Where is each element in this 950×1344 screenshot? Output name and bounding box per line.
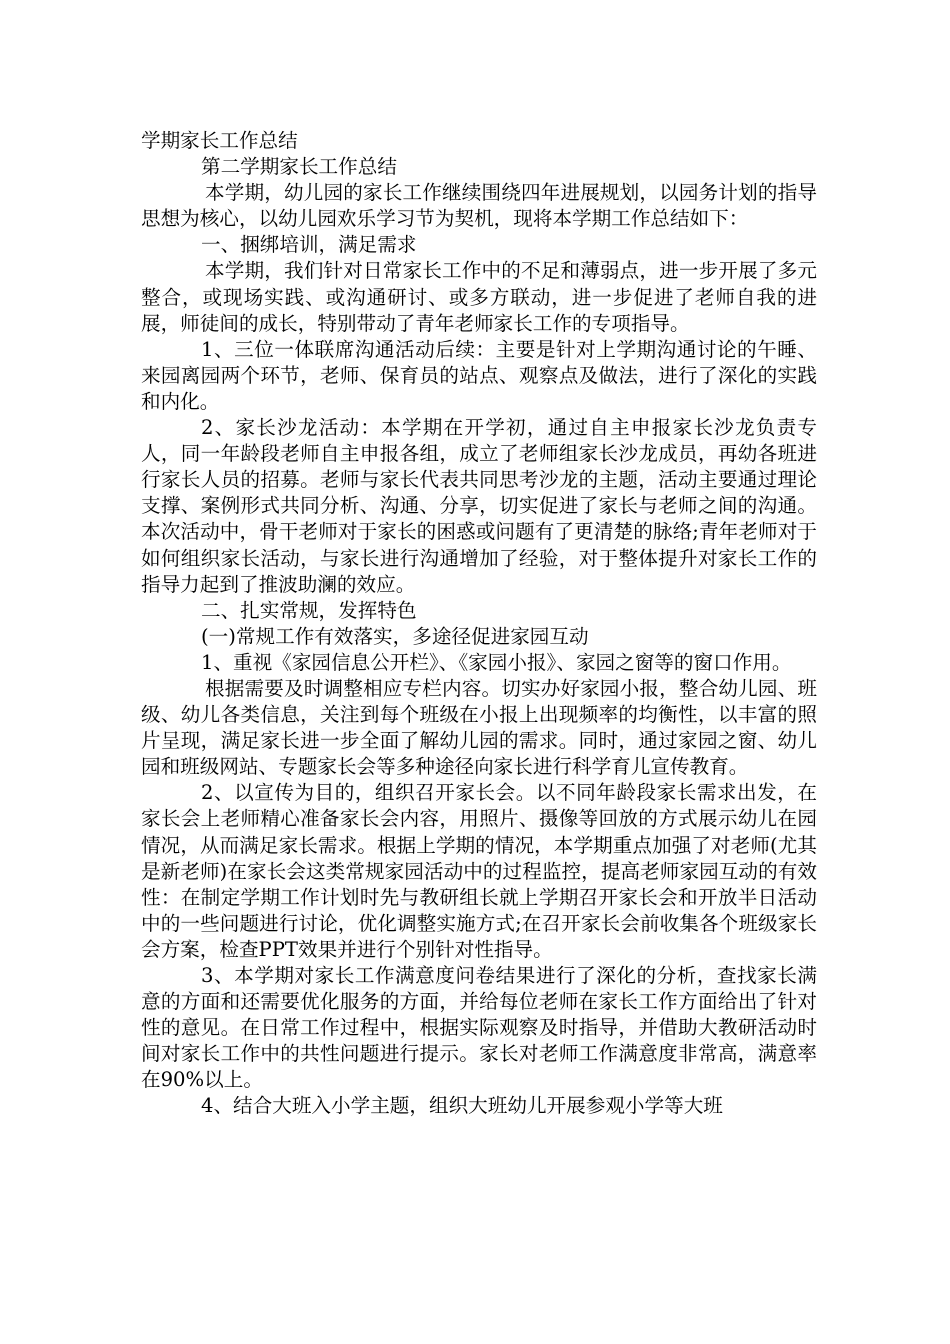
list-item-paragraph: 1、重视《家园信息公开栏》、《家园小报》、家园之窗等的窗口作用。 bbox=[201, 650, 792, 674]
list-item-paragraph: 4、结合大班入小学主题，组织大班幼儿开展参观小学等大班 bbox=[201, 1094, 723, 1118]
body-paragraph: 本学期，我们针对日常家长工作中的不足和薄弱点，进一步开展了多元整合，或现场实践、或沟通研讨、或多方联动，进一步促进了老师自我的进展，师徒间的成长，特别带动了青年老师家长工作的专项指导。 bbox=[141, 259, 817, 335]
document-subtitle: 第二学期家长工作总结 bbox=[201, 155, 397, 179]
section-heading-2: 二、扎实常规，发挥特色 bbox=[201, 598, 417, 622]
list-item-paragraph: 3、本学期对家长工作满意度问卷结果进行了深化的分析，查找家长满意的方面和还需要优化服务的方面，并给每位老师在家长工作方面给出了针对性的意见。在日常工作过程中，根据实际观察及时指导，并借助大教研活动时间对家长工作中的共性问题进行提示。家长对老师工作满意度非常高，满意率在90%以上。 bbox=[141, 964, 817, 1092]
body-paragraph: 根据需要及时调整相应专栏内容。切实办好家园小报，整合幼儿园、班级、幼儿各类信息，关注到每个班级在小报上出现频率的均衡性，以丰富的照片呈现，满足家长进一步全面了解幼儿园的需求。同时，通过家园之窗、幼儿园和班级网站、专题家长会等多种途径向家长进行科学育儿宣传教育。 bbox=[141, 676, 817, 779]
intro-paragraph: 本学期，幼儿园的家长工作继续围绕四年进展规划，以园务计划的指导思想为核心，以幼儿园欢乐学习节为契机，现将本学期工作总结如下： bbox=[141, 181, 817, 231]
list-item-paragraph: 1、三位一体联席沟通活动后续：主要是针对上学期沟通讨论的午睡、来园离园两个环节，老师、保育员的站点、观察点及做法，进行了深化的实践和内化。 bbox=[141, 337, 817, 413]
section-heading-1: 一、捆绑培训，满足需求 bbox=[201, 233, 417, 257]
list-item-paragraph: 2、以宣传为目的，组织召开家长会。以不同年龄段家长需求出发，在家长会上老师精心准备家长会内容，用照片、摄像等回放的方式展示幼儿在园情况，从而满足家长需求。根据上学期的情况，本学期重点加强了对老师(尤其是新老师)在家长会这类常规家园活动中的过程监控，提高老师家园互动的有效性：在制定学期工作计划时先与教研组长就上学期召开家长会和开放半日活动中的一些问题进行讨论，优化调整实施方式;在召开家长会前收集各个班级家长会方案，检查PPT效果并进行个别针对性指导。 bbox=[141, 781, 817, 961]
list-item-paragraph: 2、家长沙龙活动：本学期在开学初，通过自主申报家长沙龙负责专人，同一年龄段老师自主申报各组，成立了老师组家长沙龙成员，再幼各班进行家长人员的招募。老师与家长代表共同思考沙龙的主题，活动主要通过理论支撑、案例形式共同分析、沟通、分享，切实促进了家长与老师之间的沟通。本次活动中，骨干老师对于家长的困惑或问题有了更清楚的脉络;青年老师对于如何组织家长活动，与家长进行沟通增加了经验，对于整体提升对家长工作的指导力起到了推波助澜的效应。 bbox=[141, 416, 817, 596]
document-title: 学期家长工作总结 bbox=[141, 129, 298, 152]
subsection-heading: (一)常规工作有效落实，多途径促进家园互动 bbox=[201, 624, 589, 648]
document-body bbox=[141, 128, 817, 1120]
